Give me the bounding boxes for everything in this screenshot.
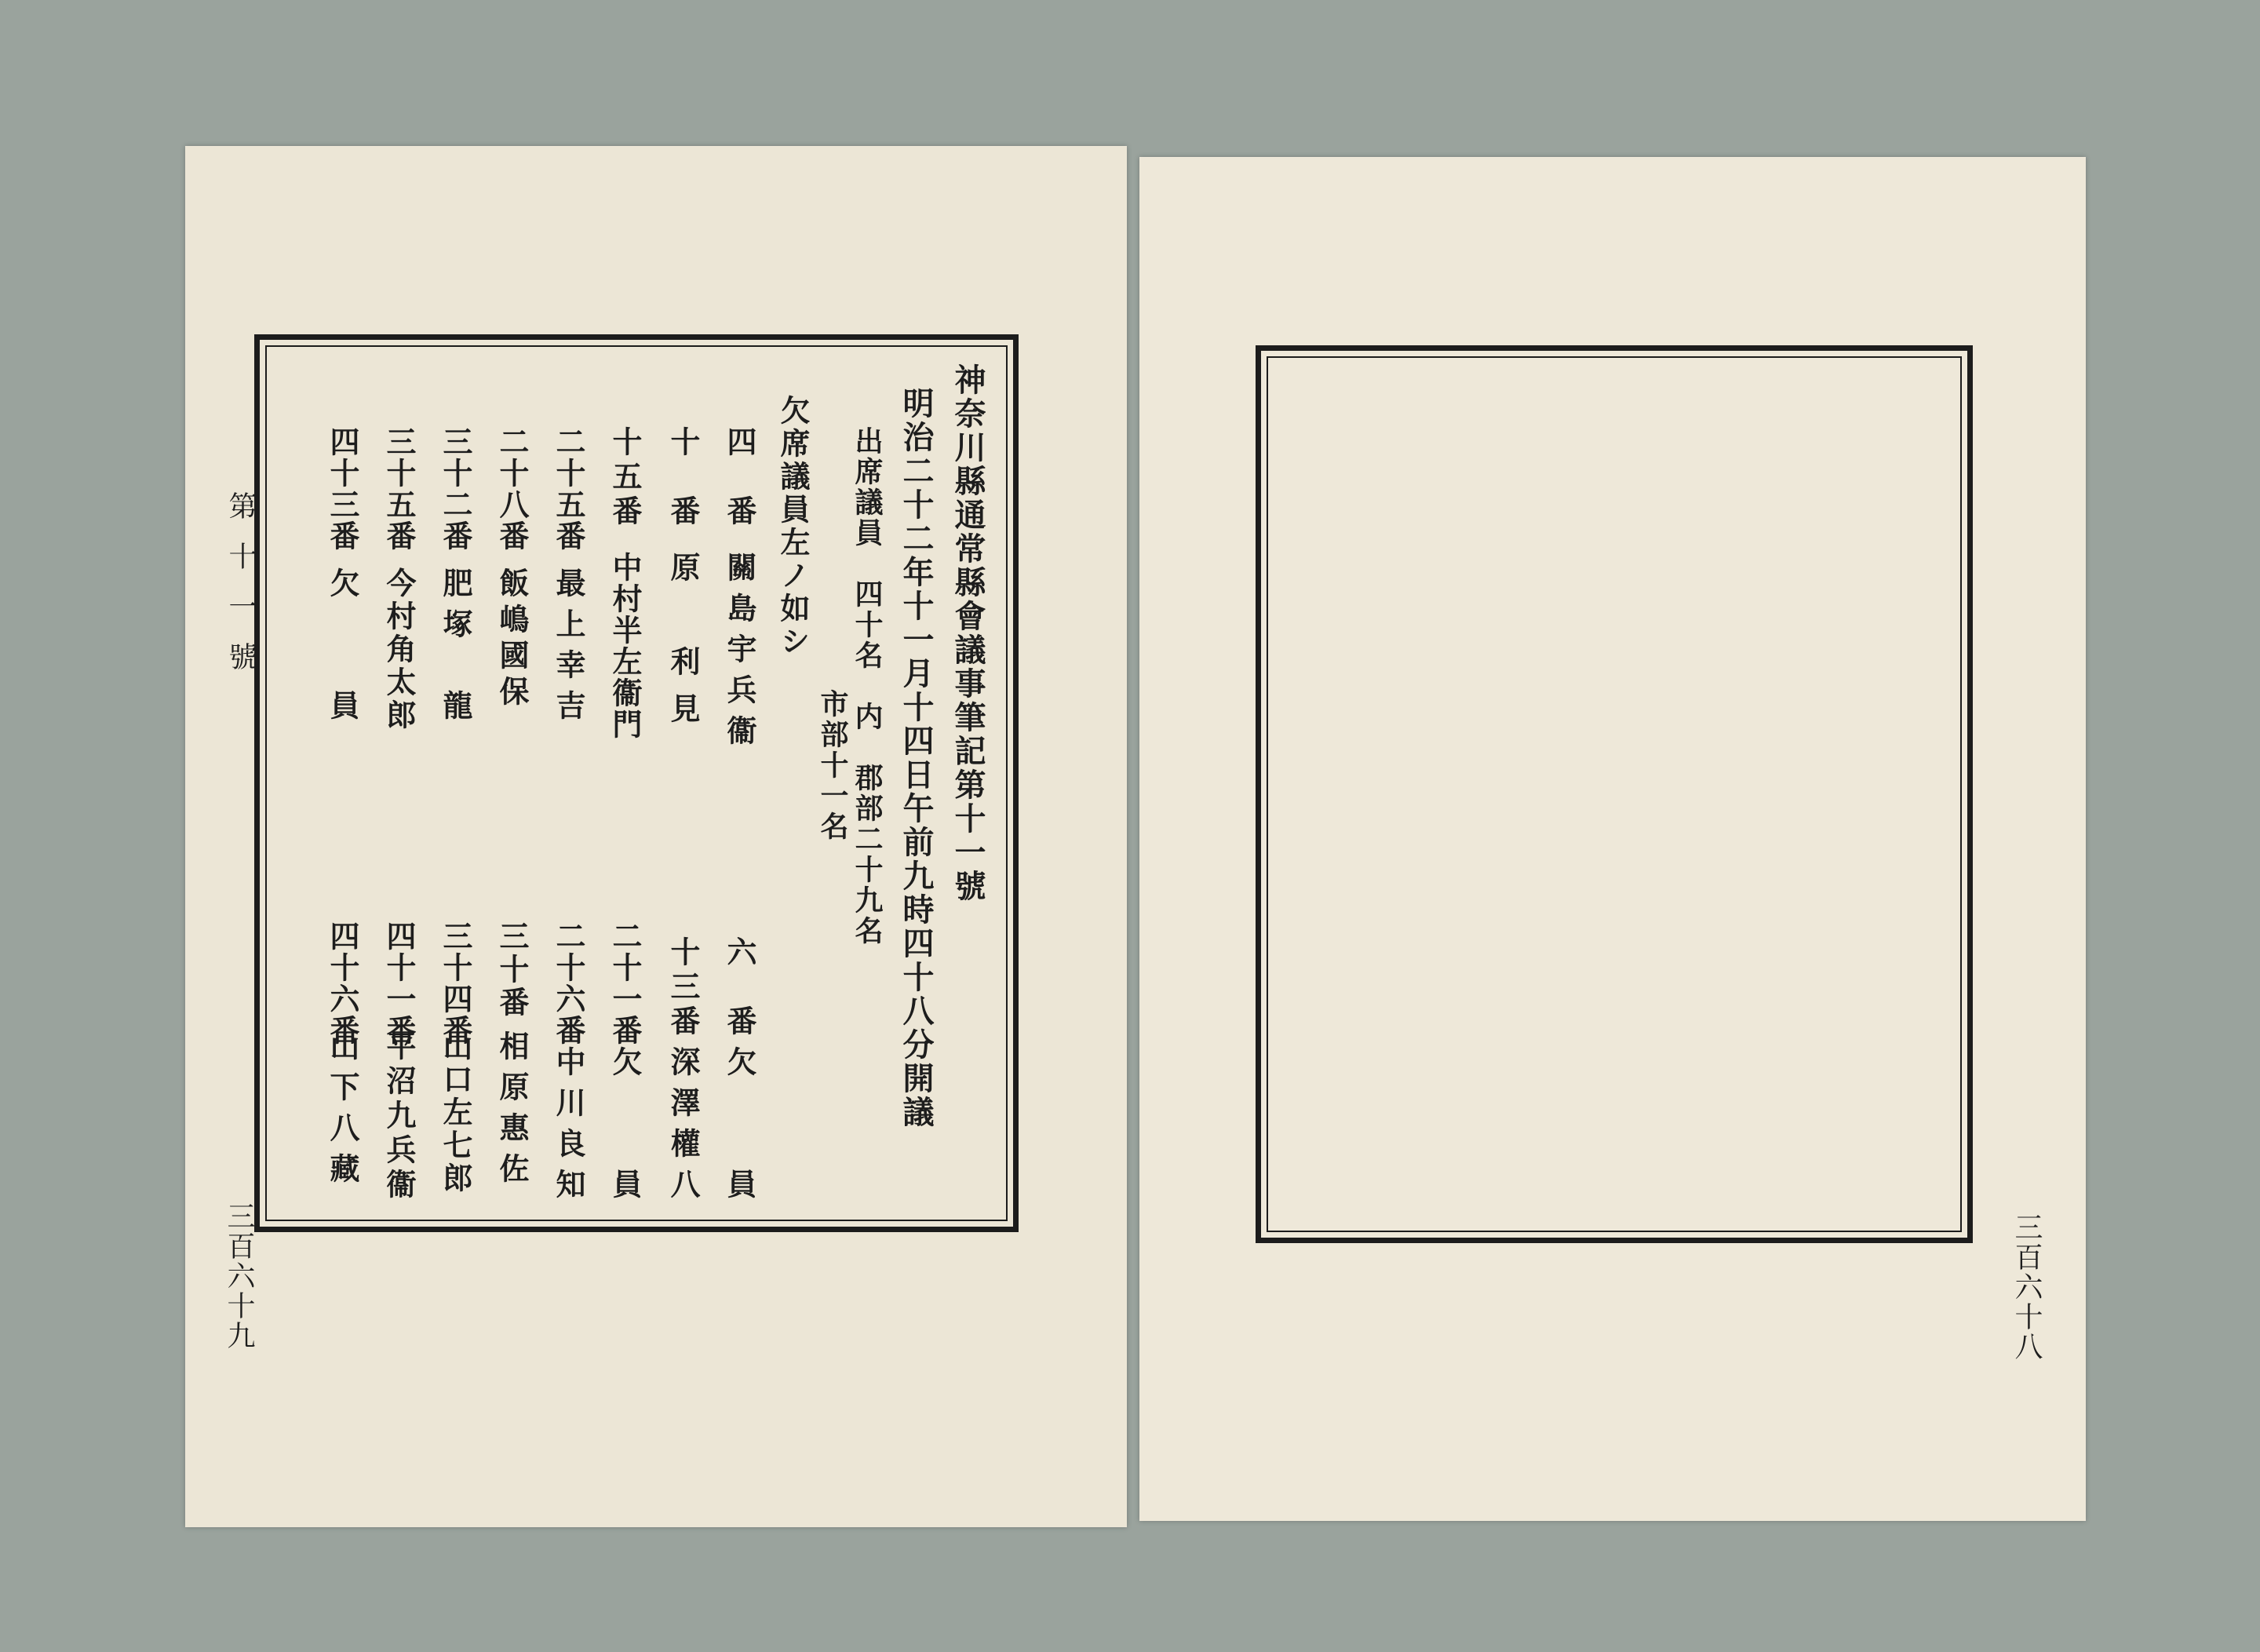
- member-name: 中村半左衞門: [607, 552, 643, 740]
- right-page: [1139, 157, 2086, 1521]
- left-page: [185, 146, 1127, 1527]
- member-name: 飯嶋國保: [494, 567, 530, 712]
- member-no: 十五番: [607, 426, 643, 530]
- member-name: 深澤權八: [665, 1046, 701, 1209]
- member-no: 四十六番: [325, 921, 360, 1046]
- member-no: 三十二番: [438, 426, 473, 552]
- member-no: 十 番: [665, 426, 701, 530]
- member-no: 四十一番: [381, 921, 417, 1046]
- member-name: 欠 員: [722, 1046, 757, 1230]
- member-no: 二十六番: [551, 921, 586, 1046]
- member-no: 三十五番: [381, 426, 417, 552]
- date-line: 明治二十二年十一月十四日午前九時四十八分開議: [898, 387, 935, 1129]
- member-name: 欠 員: [325, 567, 360, 751]
- member-name: 原 利見: [665, 552, 701, 740]
- page-number-right: 三百六十八: [2010, 1213, 2043, 1362]
- page-number-left: 三百六十九: [223, 1202, 255, 1351]
- member-no: 二十五番: [551, 426, 586, 552]
- text-frame-right: [1256, 345, 1973, 1243]
- member-no: 十三番: [665, 936, 701, 1040]
- member-no: 二十一番: [607, 921, 643, 1046]
- section-label: 第十一號: [224, 491, 257, 692]
- member-no: 四十三番: [325, 426, 360, 552]
- member-name: 最上幸吉: [551, 567, 586, 731]
- document-title: 神奈川縣通常縣會議事筆記第十一號: [950, 363, 986, 903]
- member-no: 二十八番: [494, 426, 530, 552]
- member-name: 平沼九兵衞: [381, 1030, 417, 1203]
- member-no: 四 番: [722, 426, 757, 530]
- member-name: 今村角太郎: [381, 567, 417, 732]
- attendance-line: 出席議員 四十名 内 郡部二十九名: [851, 426, 884, 946]
- member-name: 肥塚 龍: [438, 567, 473, 731]
- member-no: 三十番: [494, 921, 530, 1019]
- member-name: 相原惠佐: [494, 1030, 530, 1194]
- member-name: 欠 員: [607, 1046, 643, 1230]
- member-name: 山口左七郎: [438, 1030, 473, 1195]
- member-no: 六 番: [722, 936, 757, 1040]
- member-no: 三十四番: [438, 921, 473, 1046]
- member-name: 中川良知: [551, 1046, 586, 1209]
- member-name: 山下八藏: [325, 1030, 360, 1194]
- attendance-city: 市部十一名: [816, 689, 849, 842]
- absent-heading: 欠席議員左ノ如シ: [775, 395, 811, 658]
- text-frame-left: [254, 334, 1019, 1232]
- member-name: 關島宇兵衞: [722, 552, 757, 756]
